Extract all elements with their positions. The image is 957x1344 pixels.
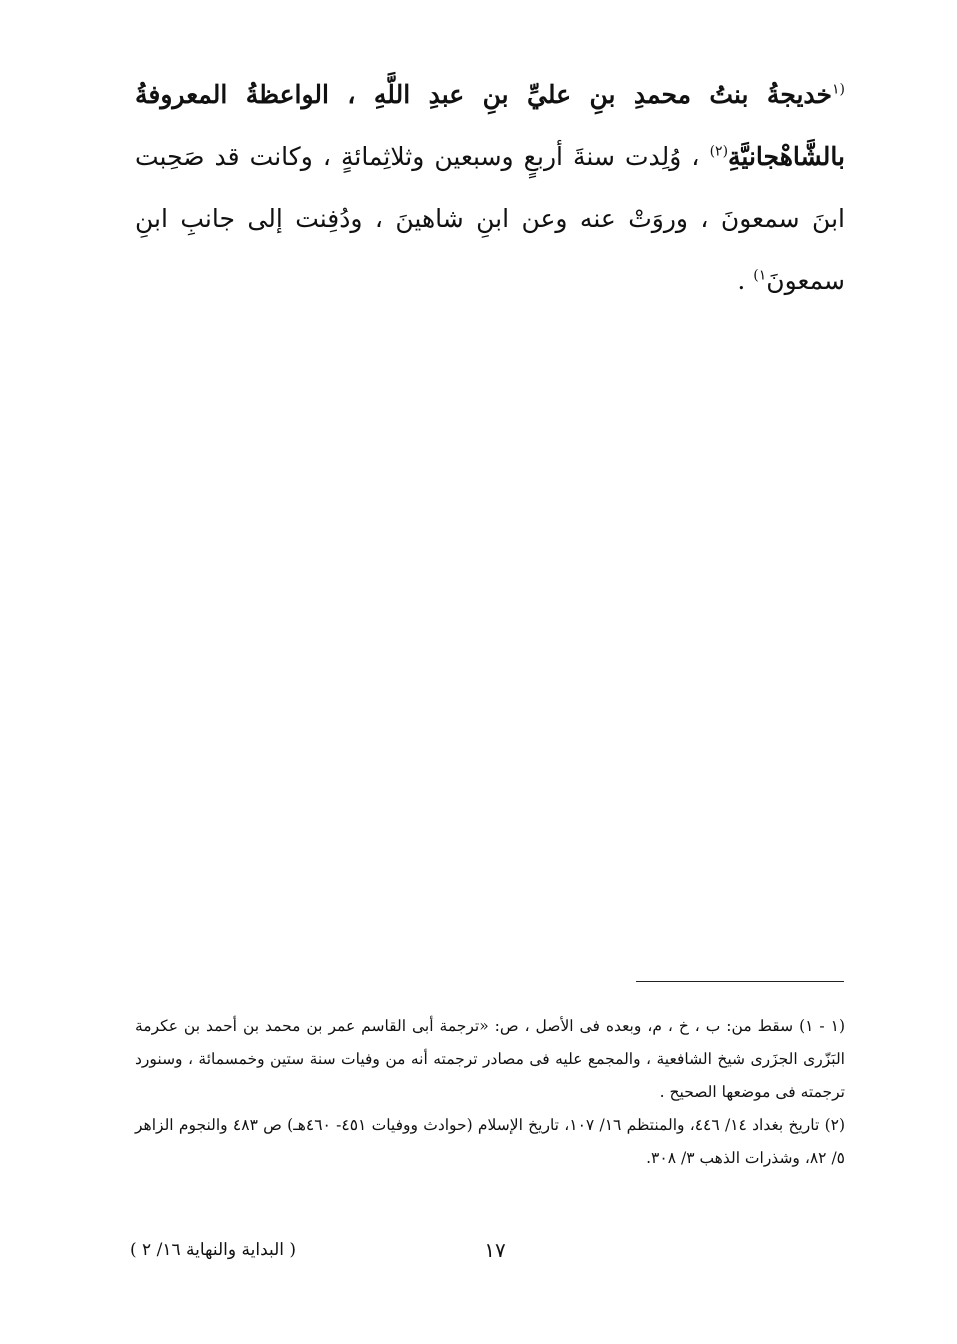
- running-footer: ( البداية والنهاية ١٦/ ٢ ): [130, 1240, 297, 1260]
- footnote-ref-1-open: (١: [832, 81, 845, 98]
- page-number: ١٧: [484, 1238, 506, 1262]
- footnotes: [135, 1010, 845, 1175]
- paragraph-end: .: [737, 266, 754, 295]
- footnote-separator: [636, 981, 844, 982]
- page-footer: [0, 1238, 957, 1274]
- footnote-ref-1-close: ١): [753, 267, 767, 284]
- biography-text: ، وُلِدت سنةَ أربعٍ وسبعين وثلاثِمائةٍ ، وكانت قد صَحِبت ابنَ سمعونَ ، وروَتْ عنه وعن ابنِ شاهينَ ، ودُفِنت إلى جانبِ ابنِ سمعونَ: [135, 142, 845, 295]
- biography-name: خديجةُ بنتُ محمدِ بنِ عليِّ بنِ عبدِ اللَّهِ ، الواعظةُ المعروفةُ بالشَّاهْجانيَّةِ: [135, 80, 845, 171]
- footnote-1: (١ - ١) سقط من: ب ، خ ، م، وبعده فى الأصل ، ص: «ترجمة أبى القاسم عمر بن محمد بن أحمد بن عكرمة البَزّرى الجزَرى شيخ الشافعية ، والمجمع عليه فى مصادر ترجمته أنه من وفيات سنة ستين وخمسمائة ، وسنورد ترجمته فى موضعها الصحيح .: [135, 1017, 846, 1101]
- main-paragraph: [135, 64, 845, 312]
- footnote-2: (٢) تاريخ بغداد ١٤/ ٤٤٦، والمنتظم ١٦/ ١٠٧، تاريخ الإسلام (حوادث ووفيات ٤٥١- ٤٦٠هـ) ص ٤٨٣ والنجوم الزاهر ٥/ ٨٢، وشذرات الذهب ٣/ ٣٠٨.: [135, 1116, 846, 1167]
- footnote-ref-2: (٢): [709, 143, 729, 160]
